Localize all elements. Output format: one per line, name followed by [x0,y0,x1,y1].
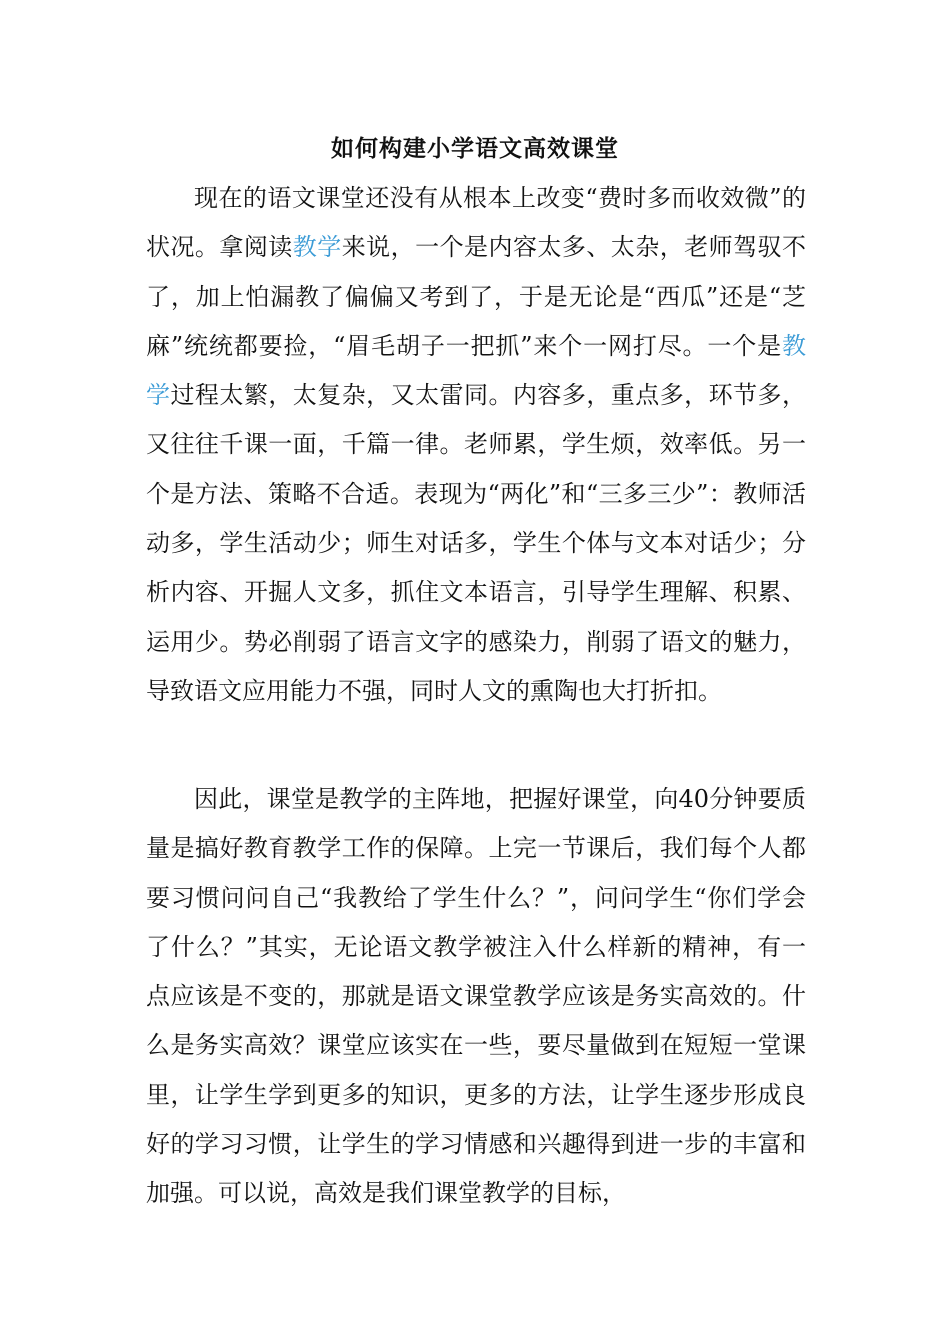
body-paragraph [146,174,806,716]
keyword-link[interactable]: 教学 [292,233,342,262]
paragraph-text: 现在的语文课堂还没有从根本上改变“费时多而收效微”的状况。拿阅读 [146,184,806,262]
paragraph-text: 来说，一个是内容太多、太杂，老师驾驭不了，加上怕漏教了偏偏又考到了，于是无论是“西瓜”还是“芝麻”统统都要捡，“眉毛胡子一把抓”来个一网打尽。一个是 [146,233,807,360]
paragraph-text: 过程太繁，太复杂，又太雷同。内容多，重点多，环节多，又往往千课一面，千篇一律。老师累，学生烦，效率低。另一个是方法、策略不合适。表现为“两化”和“三多三少”：教师活动多，学生活动少；师生对话多，学生个体与文本对话少；分析内容、开掘人文多，抓住文本语言，引导学生理解、积累、运用少。势必削弱了语言文字的感染力，削弱了语文的魅力，导致语文应用能力不强，同时人文的熏陶也大打折扣。 [146,381,807,705]
paragraph-text: 因此，课堂是教学的主阵地，把握好课堂，向40分钟要质量是搞好教育教学工作的保障。上完一节课后，我们每个人都要习惯问问自己“我教给了学生什么？”，问问学生“你们学会了什么？”其实，无论语文教学被注入什么样新的精神，有一点应该是不变的，那就是语文课堂教学应该是务实高效的。什么是务实高效？课堂应该实在一些，要尽量做到在短短一堂课里，让学生学到更多的知识，更多的方法，让学生逐步形成良好的学习习惯，让学生的学习情感和兴趣得到进一步的丰富和加强。可以说，高效是我们课堂教学的目标， [146,785,806,1208]
body-paragraph [146,775,806,1219]
document-title: 如何构建小学语文高效课堂 [331,135,619,162]
keyword-link[interactable]: 教学 [146,331,806,410]
